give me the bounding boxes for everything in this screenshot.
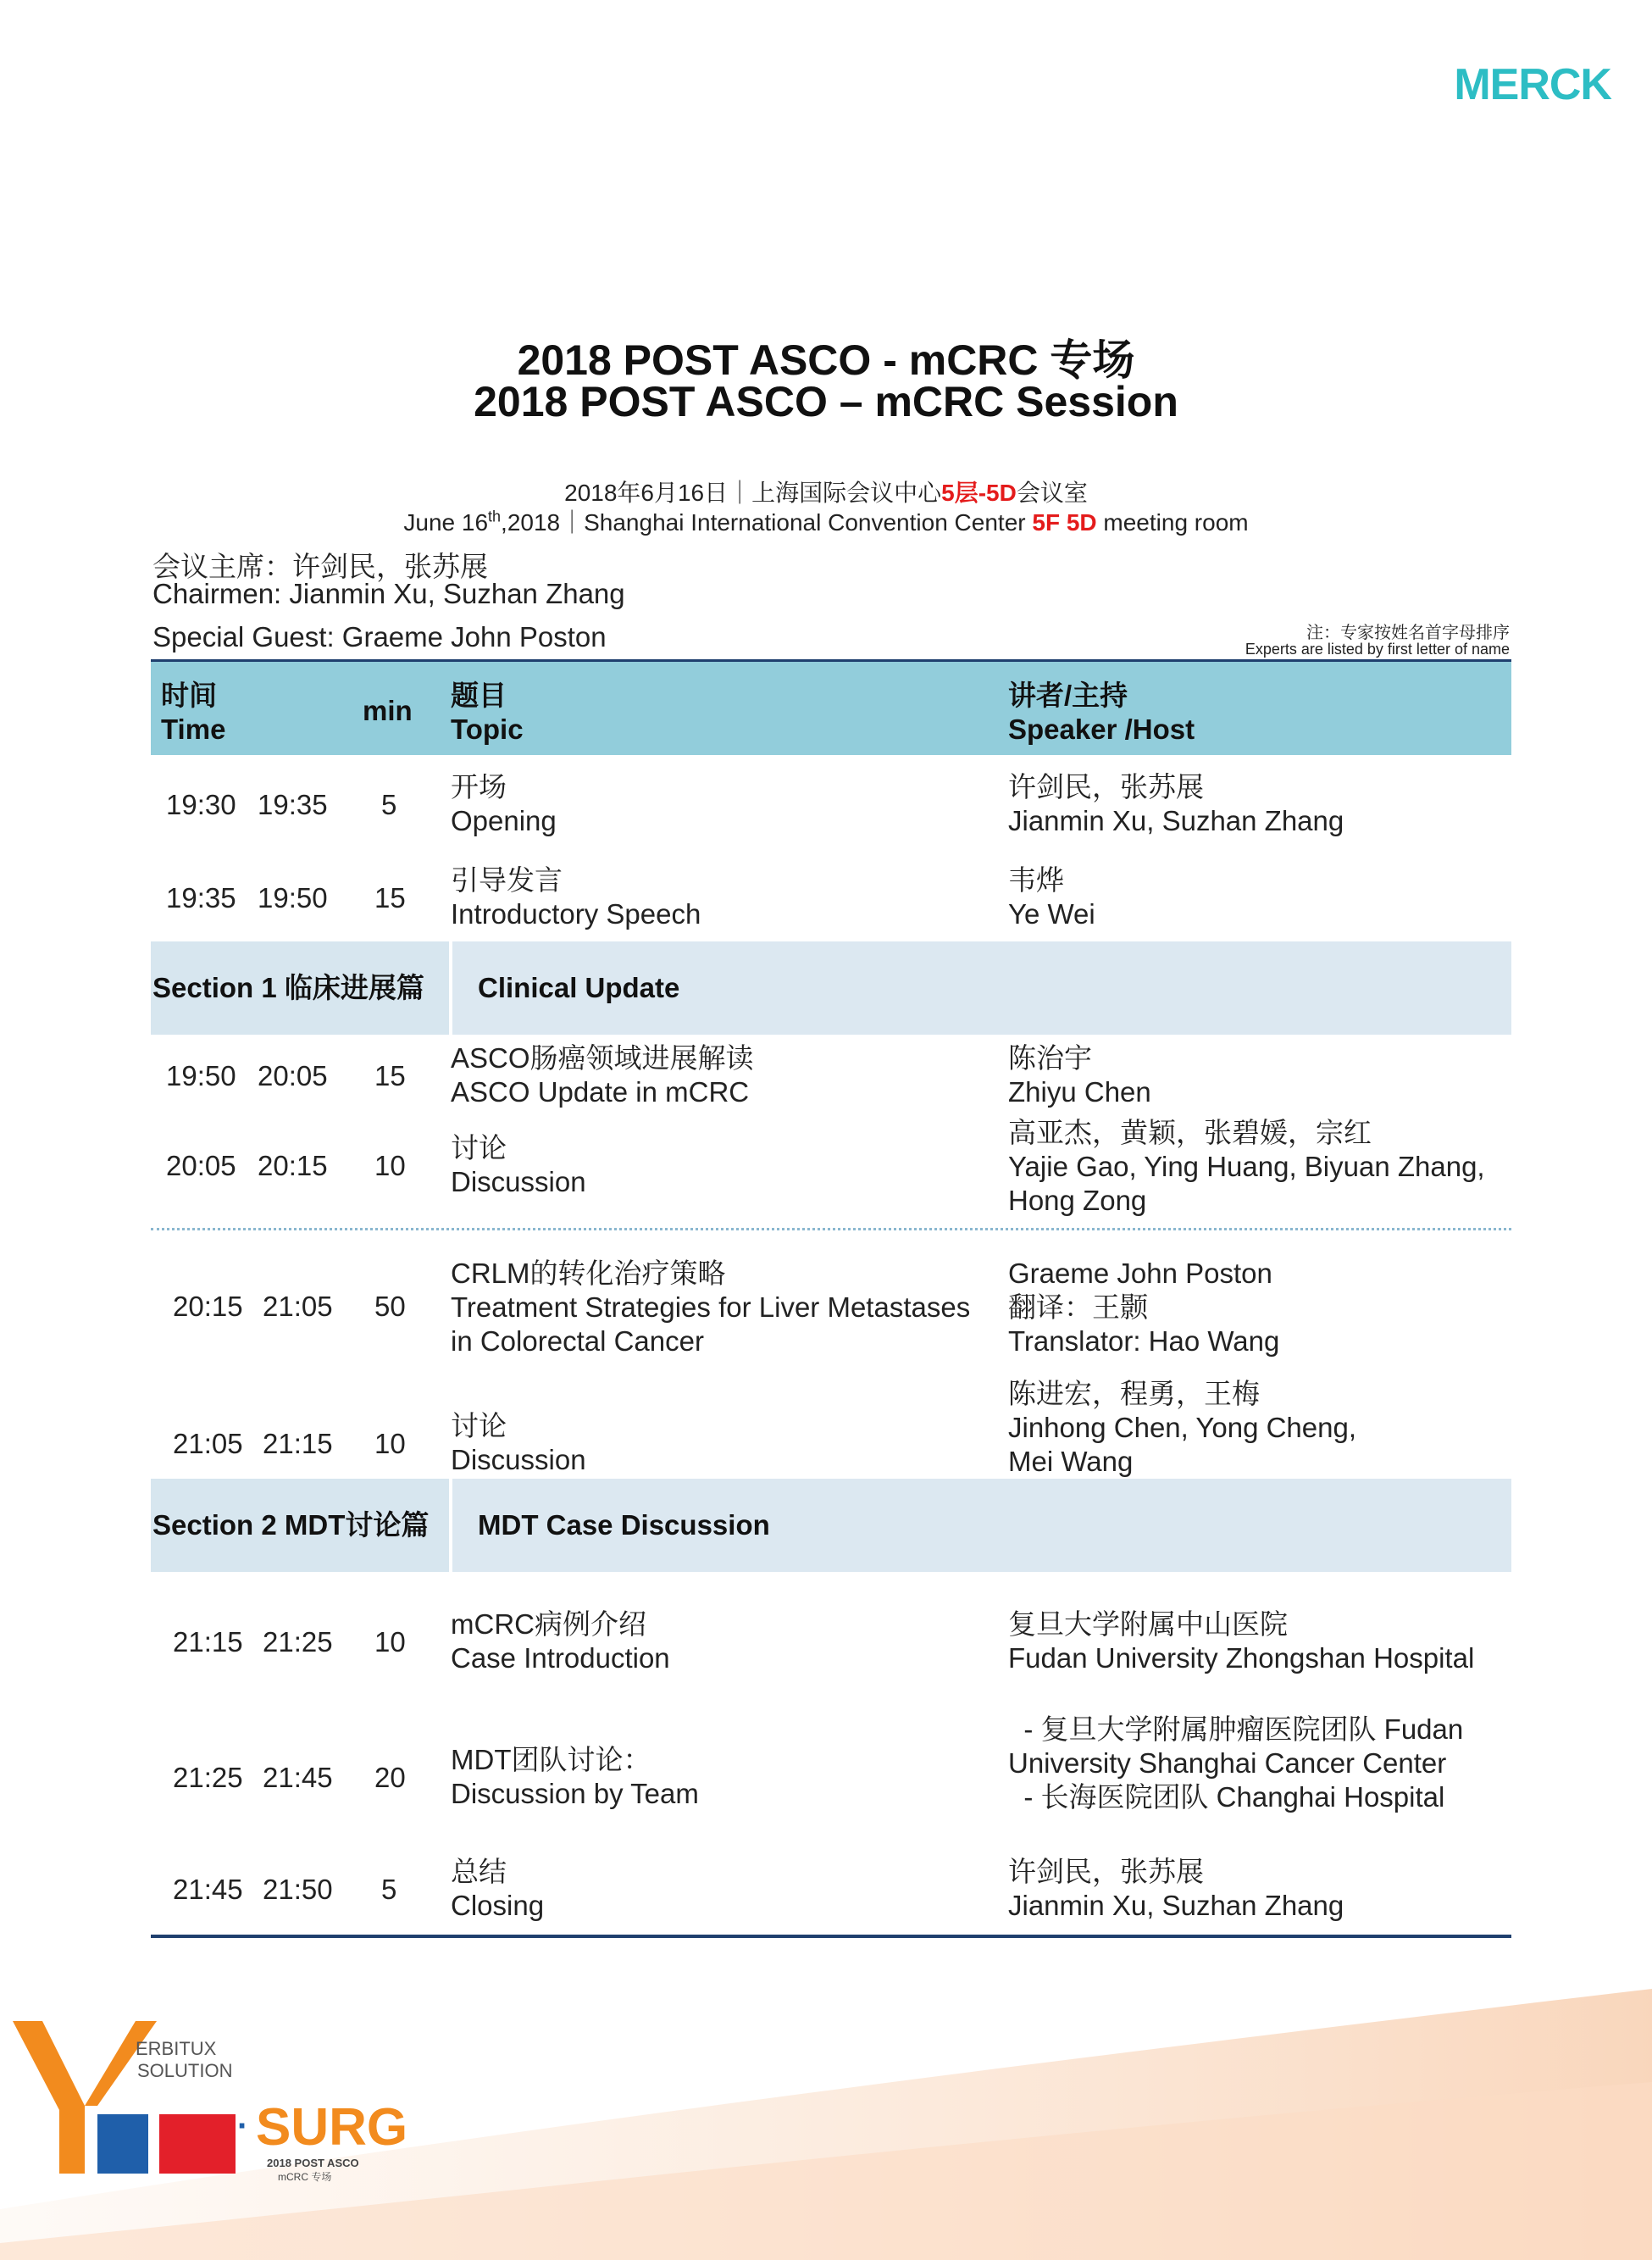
speaker-line: 陈治宇 <box>1008 1042 1092 1074</box>
note-cn: 注：专家按姓名首字母排序 <box>1306 624 1510 642</box>
table-row <box>151 848 1511 941</box>
row-start: 21:05 <box>173 1428 243 1459</box>
speaker-line: 许剑民，张苏展 <box>1008 1856 1204 1887</box>
topic-line: in Colorectal Cancer <box>451 1325 704 1357</box>
chairmen-cn: 会议主席：许剑民，张苏展 <box>152 551 488 582</box>
speaker-line: Hong Zong <box>1008 1185 1147 1216</box>
speaker-line: Jianmin Xu, Suzhan Zhang <box>1008 1890 1344 1921</box>
speaker-line: 高亚杰，黄颖，张碧媛，宗红 <box>1008 1117 1372 1148</box>
speaker-line: Fudan University Zhongshan Hospital <box>1008 1642 1475 1674</box>
topic-line: mCRC病例介绍 <box>451 1608 646 1640</box>
yes-surg-logo <box>8 2013 407 2182</box>
header-speaker-cn: 讲者/主持 <box>1008 680 1128 711</box>
row-speaker <box>1008 1377 1356 1479</box>
section-1-header <box>151 941 1511 1035</box>
row-end: 21:05 <box>263 1291 333 1322</box>
row-topic <box>451 770 557 838</box>
row-end: 21:15 <box>263 1428 333 1459</box>
header-topic <box>451 679 524 747</box>
row-min: 10 <box>374 1150 406 1181</box>
topic-line: Opening <box>451 805 557 836</box>
row-topic <box>451 1743 699 1811</box>
speaker-line: Translator: Hao Wang <box>1008 1325 1280 1357</box>
row-topic <box>451 1608 670 1675</box>
venue-cn-room: 5层-5D <box>941 480 1017 506</box>
speaker-line: Graeme John Poston <box>1008 1258 1272 1289</box>
dotted-divider <box>151 1228 1511 1230</box>
merck-logo: MERCK <box>1454 60 1611 109</box>
topic-line: 讨论 <box>451 1410 507 1441</box>
table-row <box>151 1713 1511 1846</box>
logo-sub1: 2018 POST ASCO <box>267 2157 359 2169</box>
row-start: 21:15 <box>173 1626 243 1658</box>
logo-surg: SURG <box>256 2098 408 2157</box>
topic-line: 引导发言 <box>451 864 563 896</box>
row-topic <box>451 1257 970 1358</box>
special-guest: Special Guest: Graeme John Poston <box>152 621 607 652</box>
row-min: 20 <box>374 1762 406 1793</box>
agenda-table <box>151 659 1511 1935</box>
venue-cn-suffix: 会议室 <box>1016 480 1088 506</box>
speaker-line: - 长海医院团队 Changhai Hospital <box>1008 1781 1445 1813</box>
row-end: 20:15 <box>258 1150 328 1181</box>
table-header <box>151 659 1511 755</box>
speaker-line: Zhiyu Chen <box>1008 1076 1151 1108</box>
row-speaker <box>1008 770 1344 838</box>
section-2-label: Section 2 MDT讨论篇 <box>151 1479 452 1572</box>
date-en: June 16 <box>403 509 489 536</box>
speaker-line: University Shanghai Cancer Center <box>1008 1747 1447 1779</box>
header-time <box>161 679 225 747</box>
topic-line: Discussion by Team <box>451 1778 699 1809</box>
logo-solution: SOLUTION <box>137 2060 233 2081</box>
table-row <box>151 1846 1511 1935</box>
speaker-line: 复旦大学附属中山医院 <box>1008 1608 1288 1640</box>
row-speaker <box>1008 1116 1485 1218</box>
topic-line: Discussion <box>451 1444 586 1475</box>
logo-dot: · <box>237 2107 249 2145</box>
header-speaker-en: Speaker /Host <box>1008 714 1195 745</box>
topic-line: Case Introduction <box>451 1642 670 1674</box>
topic-line: 总结 <box>451 1856 507 1887</box>
topic-line: ASCO肠癌领域进展解读 <box>451 1042 754 1074</box>
table-row <box>151 1117 1511 1231</box>
row-min: 50 <box>374 1291 406 1322</box>
topic-line: ASCO Update in mCRC <box>451 1076 750 1108</box>
section-2-header <box>151 1479 1511 1572</box>
row-start: 21:45 <box>173 1874 243 1905</box>
row-speaker <box>1008 1713 1463 1814</box>
speaker-line: Mei Wang <box>1008 1446 1134 1477</box>
date-venue-cn <box>0 475 1652 508</box>
table-row <box>151 1375 1511 1479</box>
table-row <box>151 755 1511 848</box>
speaker-line: 翻译：王颢 <box>1008 1291 1148 1323</box>
section-2-title: MDT Case Discussion <box>478 1509 770 1541</box>
topic-line: CRLM的转化治疗策略 <box>451 1258 726 1289</box>
speaker-line: Yajie Gao, Ying Huang, Biyuan Zhang, <box>1008 1151 1485 1182</box>
header-topic-en: Topic <box>451 714 524 745</box>
row-min: 5 <box>381 789 397 820</box>
speaker-line: Jianmin Xu, Suzhan Zhang <box>1008 805 1344 836</box>
header-min: min <box>363 695 413 726</box>
chairmen-en: Chairmen: Jianmin Xu, Suzhan Zhang <box>152 578 625 609</box>
row-start: 19:30 <box>166 789 236 820</box>
date-sup: th <box>488 508 502 525</box>
header-topic-cn: 题目 <box>451 680 507 711</box>
row-end: 21:50 <box>263 1874 333 1905</box>
date-venue-en <box>0 504 1652 538</box>
header-speaker <box>1008 679 1195 747</box>
speaker-line: 许剑民，张苏展 <box>1008 771 1204 802</box>
row-min: 15 <box>374 1060 406 1091</box>
topic-line: Closing <box>451 1890 545 1921</box>
row-topic <box>451 1131 586 1199</box>
row-topic <box>451 1409 586 1477</box>
row-min: 10 <box>374 1428 406 1459</box>
venue-en-room: 5F 5D <box>1032 509 1097 536</box>
section-1-label: Section 1 临床进展篇 <box>151 941 452 1035</box>
header-time-en: Time <box>161 714 226 745</box>
row-min: 5 <box>381 1874 397 1905</box>
logo-erbitux: ERBITUX <box>136 2038 217 2059</box>
row-min: 15 <box>374 882 406 913</box>
topic-line: MDT团队讨论： <box>451 1744 651 1775</box>
row-end: 21:45 <box>263 1762 333 1793</box>
topic-line: 讨论 <box>451 1132 507 1163</box>
row-speaker <box>1008 1257 1279 1358</box>
topic-line: Introductory Speech <box>451 898 701 930</box>
row-end: 19:50 <box>258 882 328 913</box>
table-row <box>151 1231 1511 1375</box>
row-start: 19:50 <box>166 1060 236 1091</box>
row-start: 20:05 <box>166 1150 236 1181</box>
row-topic <box>451 1041 754 1109</box>
speaker-line: Jinhong Chen, Yong Cheng, <box>1008 1412 1357 1443</box>
speaker-line: Ye Wei <box>1008 898 1095 930</box>
row-start: 19:35 <box>166 882 236 913</box>
row-speaker <box>1008 1041 1151 1109</box>
speaker-line: - 复旦大学附属肿瘤医院团队 Fudan <box>1008 1713 1464 1745</box>
topic-line: 开场 <box>451 771 507 802</box>
row-min: 10 <box>374 1626 406 1658</box>
topic-line: Treatment Strategies for Liver Metastases <box>451 1291 971 1323</box>
table-row <box>151 1572 1511 1718</box>
row-end: 19:35 <box>258 789 328 820</box>
logo-sub2: mCRC 专场 <box>278 2171 332 2183</box>
row-speaker <box>1008 1608 1474 1675</box>
section-1-title: Clinical Update <box>478 972 680 1003</box>
speaker-line: 陈进宏，程勇，王梅 <box>1008 1378 1260 1409</box>
header-time-cn: 时间 <box>161 680 217 711</box>
row-topic <box>451 863 701 931</box>
table-bottom-border <box>151 1935 1511 1938</box>
page-title-cn: 2018 POST ASCO - mCRC 专场 <box>517 336 1135 384</box>
page-title-en: 2018 POST ASCO – mCRC Session <box>474 378 1178 425</box>
venue-en-suffix: meeting room <box>1096 509 1249 536</box>
note-en: Experts are listed by first letter of name <box>1245 641 1510 658</box>
row-start: 21:25 <box>173 1762 243 1793</box>
venue-cn-text: 2018年6月16日｜上海国际会议中心 <box>564 480 942 506</box>
row-speaker <box>1008 863 1095 931</box>
row-end: 20:05 <box>258 1060 328 1091</box>
row-end: 21:25 <box>263 1626 333 1658</box>
venue-en-text: ,2018｜Shanghai International Convention Center <box>501 509 1033 536</box>
topic-line: Discussion <box>451 1166 586 1197</box>
table-row <box>151 1035 1511 1121</box>
speaker-line: 韦烨 <box>1008 864 1064 896</box>
row-start: 20:15 <box>173 1291 243 1322</box>
row-speaker <box>1008 1855 1344 1923</box>
row-topic <box>451 1855 544 1923</box>
